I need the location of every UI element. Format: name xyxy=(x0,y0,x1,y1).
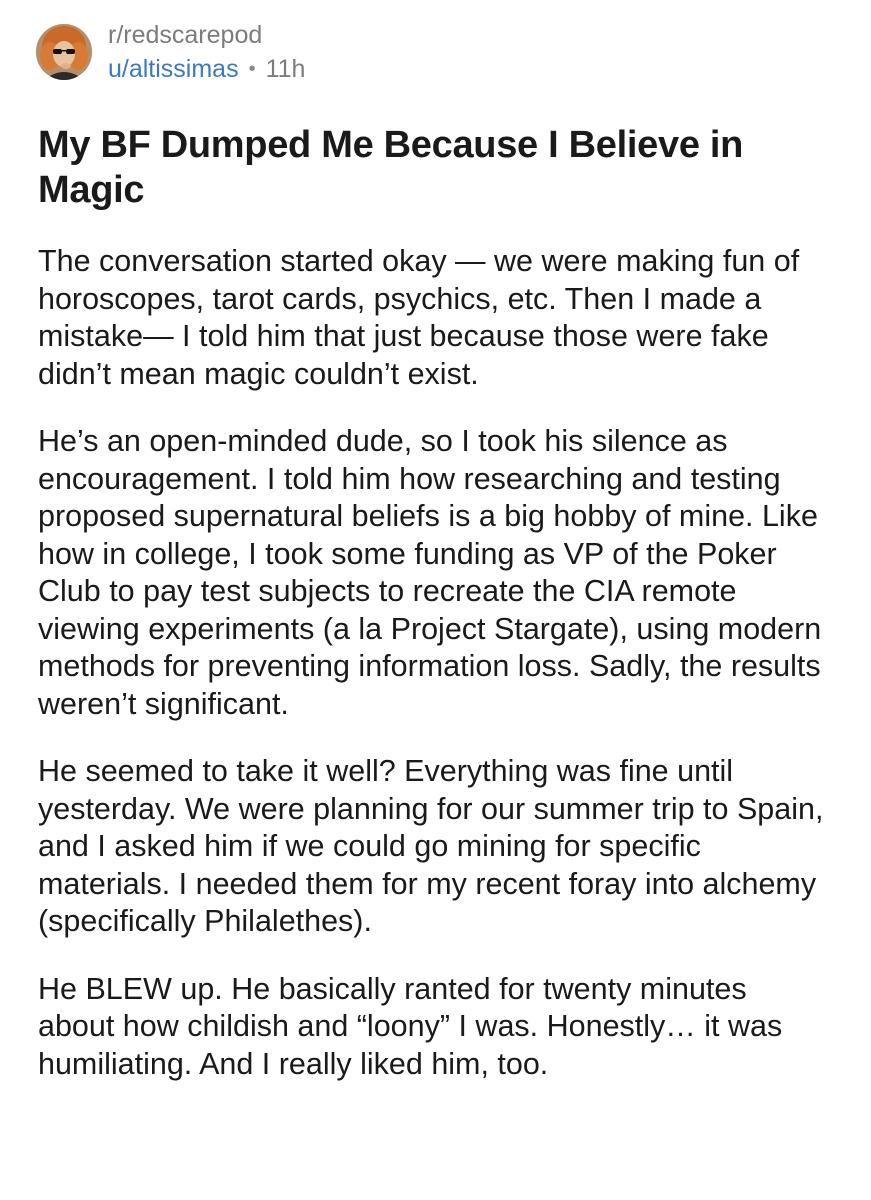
post-paragraph: He’s an open-minded dude, so I took his silence as encouragement. I told him how researching and testing proposed supernatural beliefs is a big hobby of mine. Like how in college, I took some funding as VP of the Poker Club to pay test subjects to recreate the CIA remote viewing experiments (a la Project Stargate), using modern methods for preventing information loss. Sadly, the results weren’t significant. xyxy=(38,424,822,721)
username-link[interactable]: u/altissimas xyxy=(108,54,239,83)
post-title: My BF Dumped Me Because I Believe in Magic xyxy=(38,124,744,211)
post-age: 11h xyxy=(265,54,306,83)
post-paragraph: The conversation started okay — we were making fun of horoscopes, tarot cards, psychics, etc. Then I made a mistake— I told him that just because those were fake didn’t mean magic couldn’t exist. xyxy=(38,244,800,391)
avatar-image xyxy=(36,24,92,80)
post-body xyxy=(38,243,831,1083)
subreddit-link[interactable]: r/redscarepod xyxy=(108,20,263,49)
post-paragraph: He seemed to take it well? Everything was fine until yesterday. We were planning for our summer trip to Spain, and I asked him if we could go mining for specific materials. I needed them for my recent foray into alchemy (specifically Philalethes). xyxy=(38,754,824,938)
user-avatar[interactable] xyxy=(36,24,92,80)
post-header xyxy=(38,0,831,85)
separator-dot: • xyxy=(248,58,256,80)
byline xyxy=(108,54,306,83)
post-meta xyxy=(108,20,306,83)
post-paragraph: He BLEW up. He basically ranted for twenty minutes about how childish and “loony” I was. Honestly… it was humiliating. And I really liked him, too. xyxy=(38,971,783,1081)
